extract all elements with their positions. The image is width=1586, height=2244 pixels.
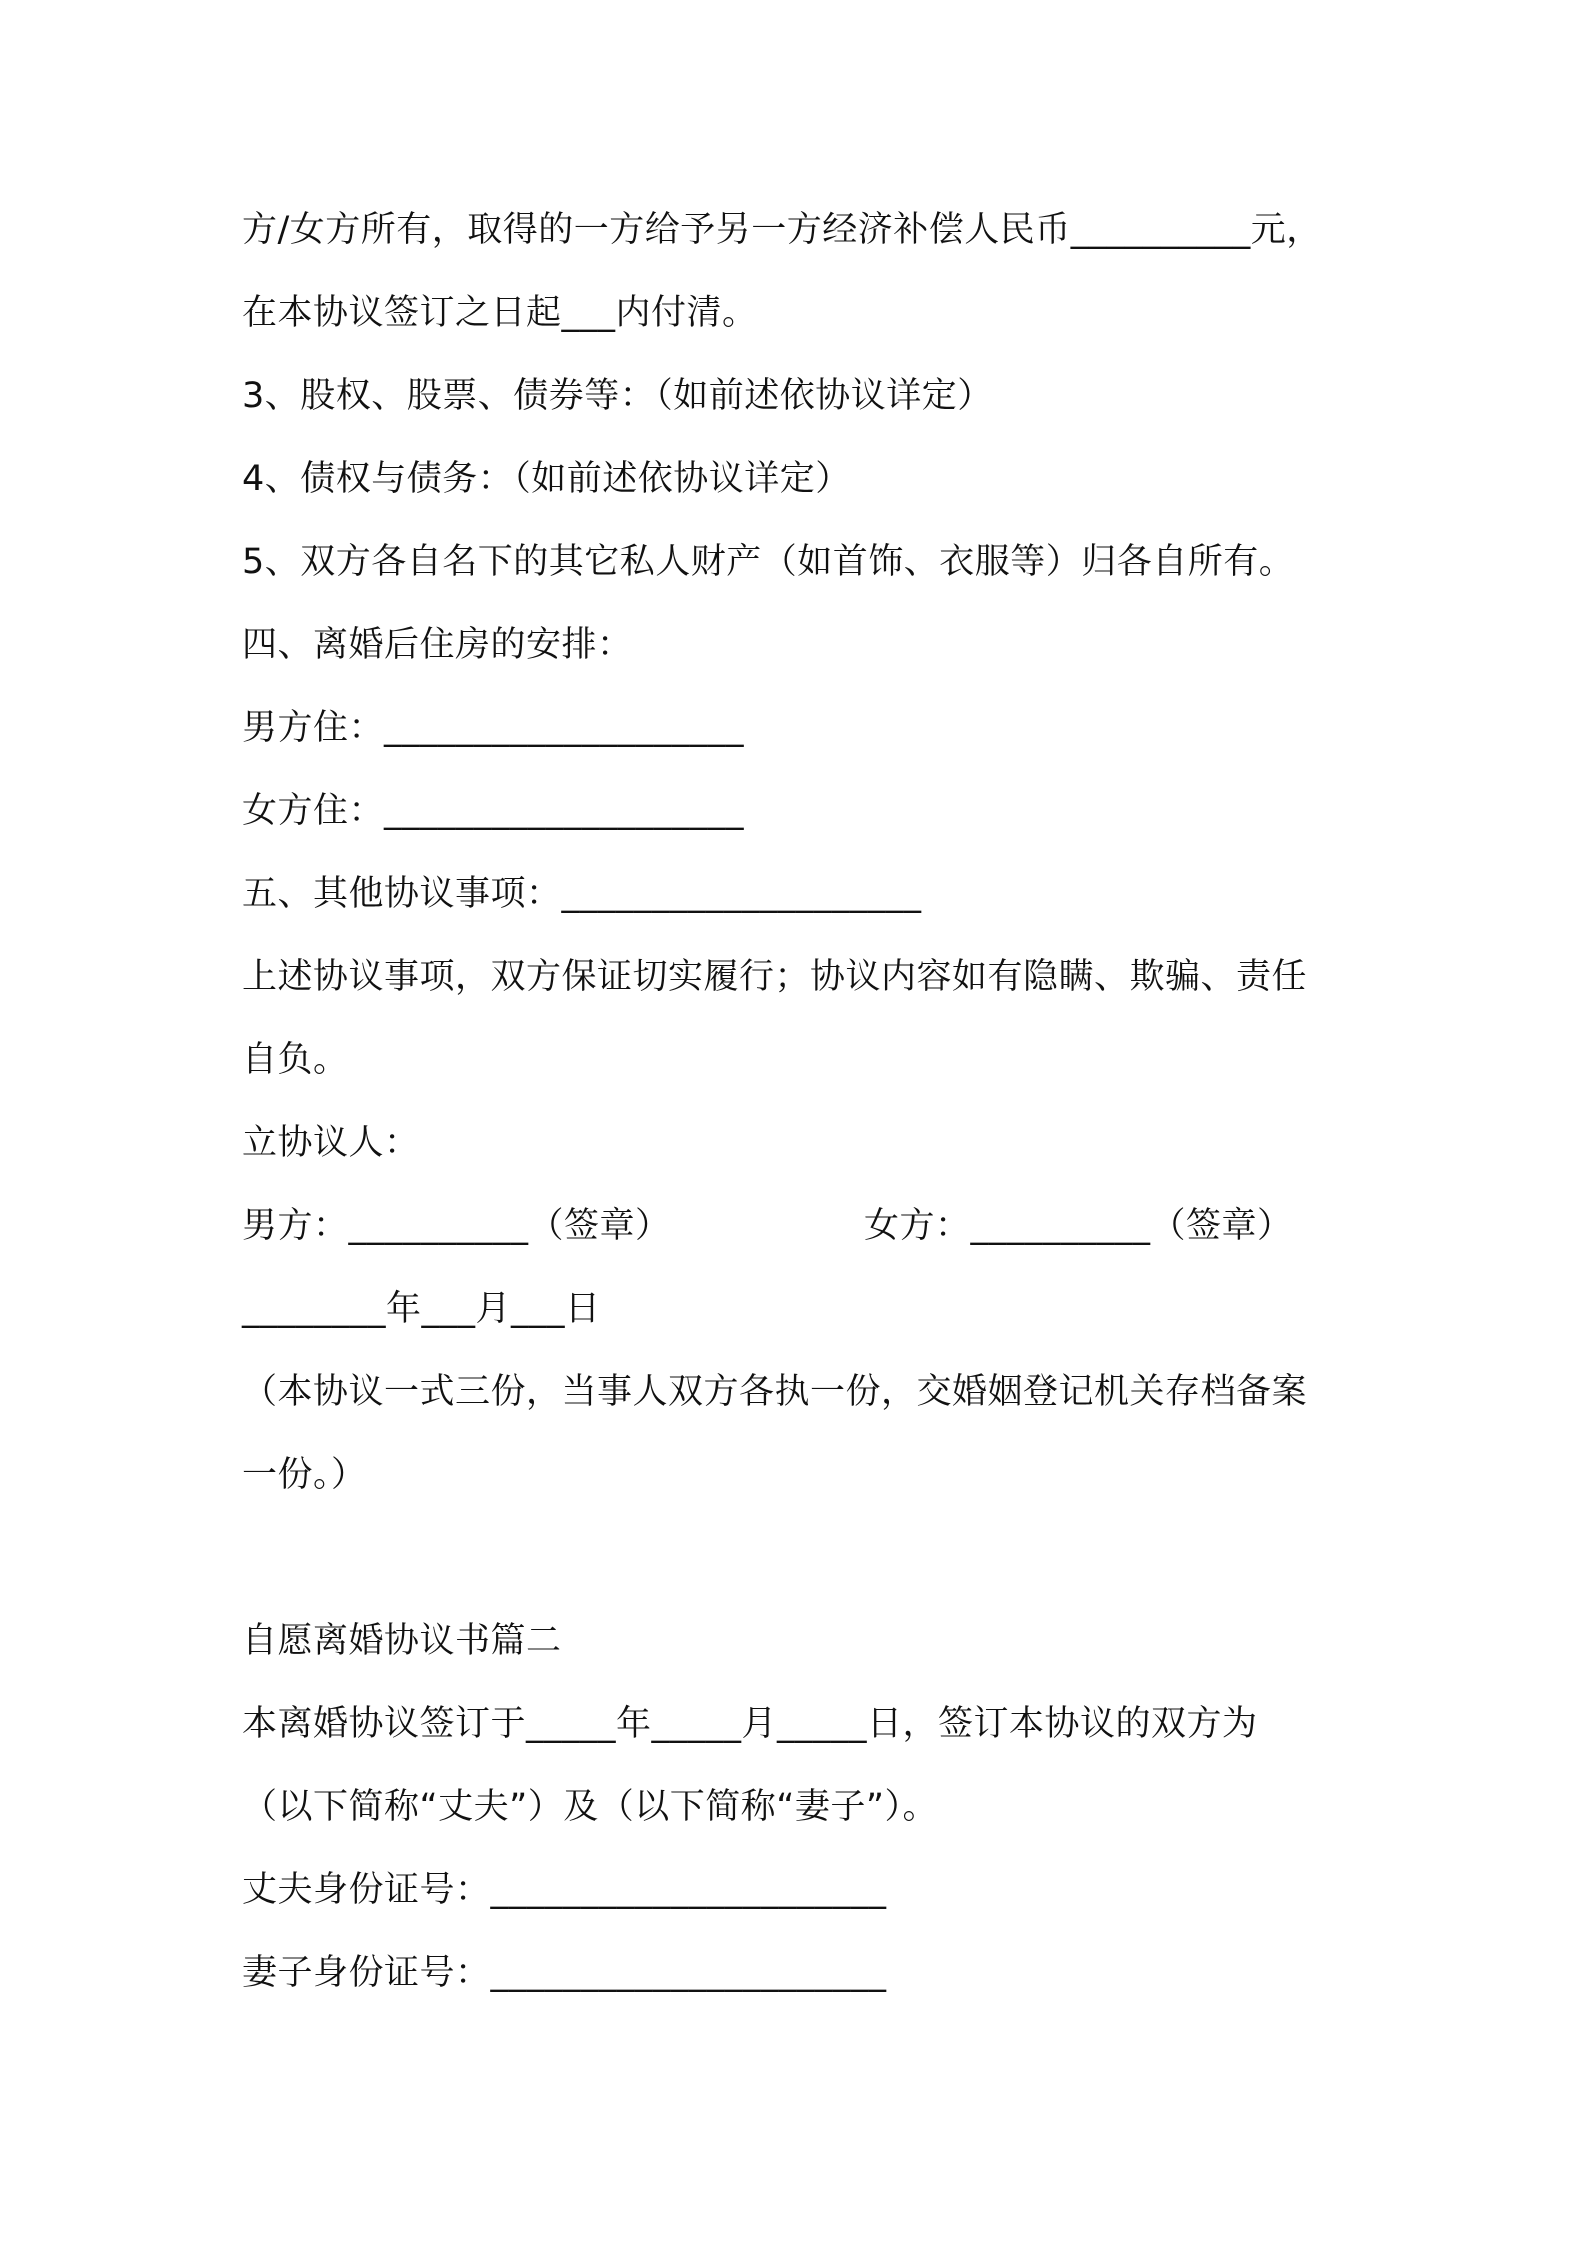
body-text-line: 在本协议签订之日起___内付清。 [242,293,758,333]
section-heading: 四、离婚后住房的安排： [242,625,633,665]
date-line: ________年___月___日 [242,1289,601,1329]
body-text-line: 上述协议事项，双方保证切实履行；协议内容如有隐瞒、欺骗、责任 [242,957,1308,997]
body-text-line: 自负。 [242,1040,349,1080]
section-heading: 五、其他协议事项：____________________ [242,874,922,914]
body-text-line: 方/女方所有，取得的一方给予另一方经济补偿人民币__________元， [242,210,1322,250]
male-signature: 男方：__________（签章） [242,1206,671,1246]
body-text-line: 4、债权与债务：（如前述依协议详定） [242,459,851,499]
body-text-line: 5、双方各自名下的其它私人财产（如首饰、衣服等）归各自所有。 [242,542,1295,582]
body-text-line: 3、股权、股票、债券等：（如前述依协议详定） [242,376,993,416]
body-text-line: 男方住：____________________ [242,708,745,748]
signature-line [242,1203,671,1249]
body-text-line: 立协议人： [242,1123,420,1163]
body-text-line: 丈夫身份证号：______________________ [242,1870,887,1910]
body-text-line: 本离婚协议签订于_____年_____月_____日，签订本协议的双方为 [242,1704,1258,1744]
body-text-line: （本协议一式三份，当事人双方各执一份，交婚姻登记机关存档备案 [242,1372,1308,1412]
body-text-line: 妻子身份证号：______________________ [242,1953,887,1993]
body-text-line: 女方住：____________________ [242,791,745,831]
body-text-line: 一份。） [242,1455,367,1495]
female-signature: 女方：__________（签章） [864,1206,1293,1246]
document-title: 自愿离婚协议书篇二 [242,1621,562,1661]
body-text-line: （以下简称“丈夫”）及（以下简称“妻子”）。 [242,1787,939,1827]
